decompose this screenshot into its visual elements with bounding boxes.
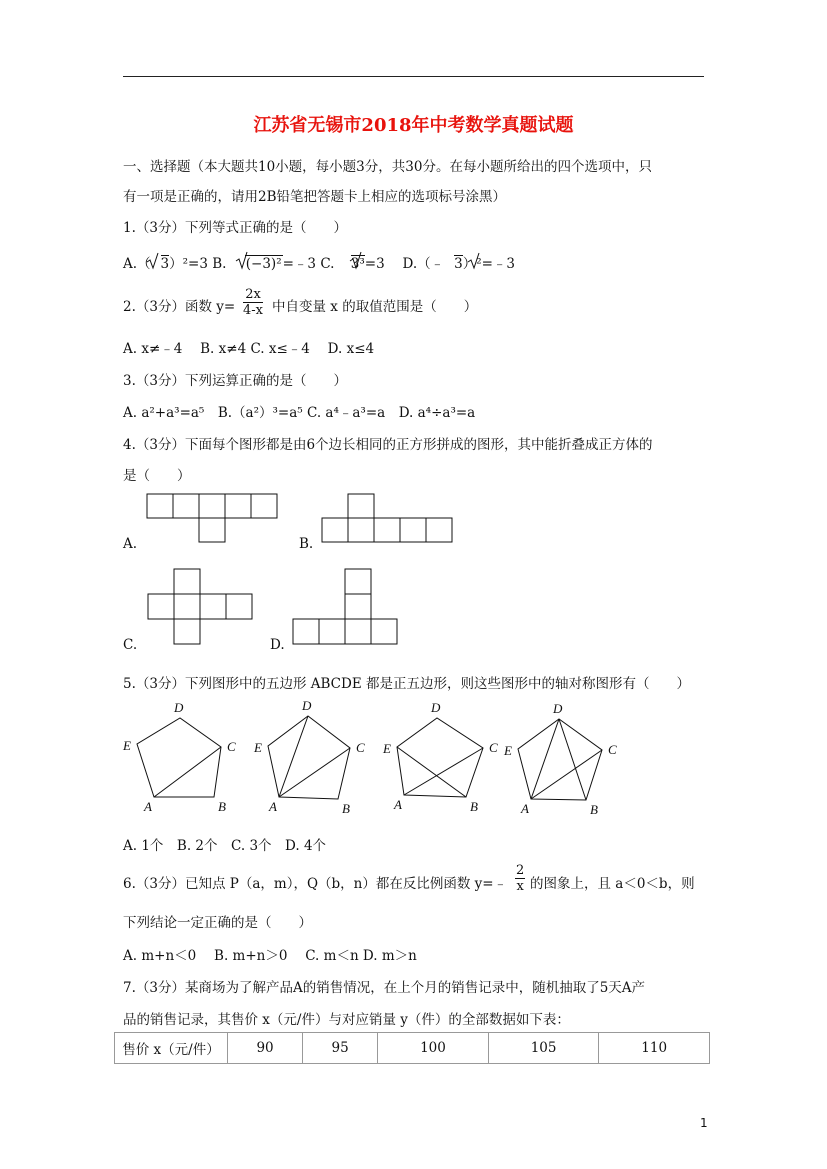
vertex-label: C	[356, 740, 365, 755]
q6-stem-pre: 6.（3分）已知点 P（a，m），Q（b，n）都在反比例函数 y=﹣	[123, 876, 508, 892]
vertex-label: C	[489, 740, 498, 755]
pentagon-outline	[518, 719, 602, 800]
table-cell: 90	[228, 1033, 303, 1064]
section-instructions-line1: 一、选择题（本大题共10小题，每小题3分，共30分。在每小题所给出的四个选项中，只	[123, 159, 652, 175]
q4-stem-line1: 4.（3分）下面每个图形都是由6个边长相同的正方形拼成的图形，其中能折叠成正方体的	[123, 437, 653, 453]
q5-pentagon-1	[122, 700, 236, 814]
q4-label-c: C.	[123, 637, 138, 653]
q1-a-post: ）²=3 B.	[169, 256, 227, 272]
vertex-label: B	[590, 802, 598, 817]
vertex-label: D	[302, 698, 312, 713]
vertex-label: D	[174, 700, 184, 715]
pentagon-diagonal	[279, 748, 350, 797]
q6-frac-numerator: 2	[516, 863, 525, 878]
vertex-label: D	[431, 700, 441, 715]
q2-frac-numerator: 2x	[243, 287, 263, 303]
q4-label-d: D.	[270, 637, 285, 653]
table-cell: 110	[599, 1033, 710, 1064]
q2-stem-pre: 2.（3分）函数 y=	[123, 299, 236, 315]
table-cell: 100	[378, 1033, 489, 1064]
q5-pentagon-4	[503, 701, 617, 817]
pentagon-diagonal	[559, 719, 586, 800]
pentagon-diagonal	[154, 747, 221, 797]
q1-d-radicand: 3	[454, 256, 463, 272]
table-cell: 105	[488, 1033, 599, 1064]
vertex-label: B	[470, 799, 478, 814]
vertex-label: E	[254, 740, 262, 755]
pentagon-outline	[397, 718, 483, 797]
vertex-label: B	[342, 801, 350, 816]
pentagon-outline	[268, 716, 350, 799]
pentagon-diagonal	[397, 747, 466, 797]
q5-options: A. 1个 B. 2个 C. 3个 D. 4个	[123, 838, 327, 854]
q3-options: A. a²+a³=a⁵ B.（a²）³=a⁵ C. a⁴﹣a³=a D. a⁴÷a³=a	[123, 405, 476, 421]
q4-stem-line2: 是（ ）	[123, 468, 191, 484]
vertex-label: E	[383, 741, 391, 756]
q1-c-radicand: 3³	[350, 256, 365, 272]
vertex-label: E	[504, 743, 512, 758]
pentagon-diagonal	[531, 750, 602, 799]
vertex-label: E	[123, 738, 131, 753]
q1-b-post: =﹣3 C.	[282, 256, 335, 272]
pentagon-diagonal	[531, 719, 559, 799]
vertex-label: A	[394, 797, 402, 812]
q3-stem: 3.（3分）下列运算正确的是（ ）	[123, 373, 347, 389]
vertex-label: A	[521, 801, 529, 816]
vertex-label: A	[269, 799, 277, 814]
q6-options: A. m+n＜0 B. m+n＞0 C. m＜n D. m＞n	[123, 948, 417, 964]
q6-stem-post: 的图象上，且 a＜0＜b，则	[530, 876, 695, 892]
q7-price-table	[114, 1032, 710, 1064]
vertex-label: D	[553, 701, 563, 716]
q1-a-radicand: 3	[160, 256, 170, 272]
q1-b-radicand: (−3)²	[245, 256, 282, 272]
vertex-label: B	[218, 799, 226, 814]
table-row	[115, 1033, 710, 1064]
pentagon-diagonal	[279, 716, 308, 797]
q6-frac-denominator: x	[516, 879, 524, 894]
q5-pentagon-3	[382, 700, 498, 814]
page-number: 1	[700, 1116, 708, 1130]
page-title: 江苏省无锡市2018年中考数学真题试题	[253, 115, 574, 136]
pentagon-diagonal	[404, 748, 483, 795]
vertex-label: C	[608, 742, 617, 757]
q7-stem-line2: 品的销售记录，其售价 x（元/件）与对应销量 y（件）的全部数据如下表：	[123, 1012, 570, 1028]
vertex-label: C	[227, 739, 236, 754]
q2-frac-denominator: 4-x	[243, 303, 263, 318]
q4-label-a: A.	[123, 536, 138, 552]
q1-d-post: ）²=﹣3	[462, 256, 516, 272]
q7-stem-line1: 7.（3分）某商场为了解产品A的销售情况，在上个月的销售记录中，随机抽取了5天A产	[123, 980, 646, 996]
q6-fraction	[515, 863, 525, 894]
q1-stem: 1.（3分）下列等式正确的是（ ）	[123, 220, 347, 236]
q2-options: A. x≠﹣4 B. x≠4 C. x≤﹣4 D. x≤4	[123, 341, 375, 357]
q1-c-post: =3 D.（﹣	[364, 256, 445, 272]
table-header-cell: 售价 x（元/件）	[115, 1033, 228, 1064]
vertex-label: A	[144, 799, 152, 814]
table-cell: 95	[303, 1033, 378, 1064]
section-instructions-line2: 有一项是正确的，请用2B铅笔把答题卡上相应的选项标号涂黑）	[123, 189, 507, 205]
pentagon-outline	[137, 718, 221, 797]
q5-stem: 5.（3分）下列图形中的五边形 ABCDE 都是正五边形，则这些图形中的轴对称图形有（ ）	[123, 676, 690, 692]
q4-label-b: B.	[299, 536, 314, 552]
q2-stem-post: 中自变量 x 的取值范围是（ ）	[272, 299, 478, 315]
q6-stem-line2: 下列结论一定正确的是（ ）	[123, 915, 312, 931]
q5-pentagon-2	[253, 698, 365, 816]
q1-a-pre: A.（	[123, 256, 151, 272]
